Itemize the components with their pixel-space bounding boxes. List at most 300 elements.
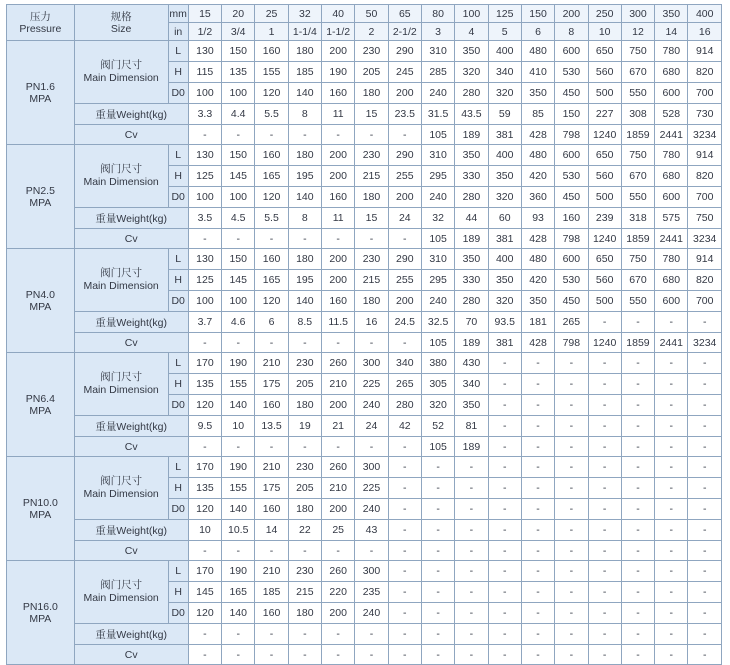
cv-value: -: [222, 125, 255, 145]
dimension-value: -: [488, 561, 521, 582]
main-dimension-cn: 阀门尺寸: [100, 579, 143, 591]
dimension-value: -: [455, 582, 488, 603]
weight-value: -: [555, 416, 588, 437]
dimension-value: 400: [488, 145, 521, 166]
dimension-value: 115: [188, 62, 221, 83]
weight-value: 15: [355, 104, 388, 125]
dimension-value: 780: [655, 249, 688, 270]
weight-value: -: [688, 520, 722, 541]
dimension-value: 650: [588, 145, 621, 166]
cv-value: -: [355, 125, 388, 145]
pressure-unit: MPA: [29, 300, 52, 313]
size-in-cell: 2: [355, 23, 388, 41]
weight-value: -: [588, 520, 621, 541]
dimension-value: 330: [455, 270, 488, 291]
dimension-value: 360: [521, 187, 554, 208]
dimension-value: -: [521, 457, 554, 478]
dimension-value: 130: [188, 249, 221, 270]
dimension-value: -: [621, 561, 654, 582]
main-dimension-en: Main Dimension: [83, 488, 159, 500]
cv-value: 1859: [621, 229, 654, 249]
dimension-value: -: [621, 457, 654, 478]
size-in-cell: 8: [555, 23, 588, 41]
weight-value: 43: [355, 520, 388, 541]
weight-label: 重量Weight(kg): [74, 208, 188, 229]
dimension-value: -: [555, 561, 588, 582]
dimension-value: 140: [222, 603, 255, 624]
dimension-value: 550: [621, 187, 654, 208]
size-in-cell: 12: [621, 23, 654, 41]
dimension-value: 180: [288, 499, 321, 520]
dimension-value: 240: [355, 603, 388, 624]
dimension-value: 340: [488, 62, 521, 83]
pressure-value: PN1.6: [25, 80, 55, 93]
dimension-value: -: [388, 457, 421, 478]
dimension-value: -: [588, 561, 621, 582]
cv-value: 105: [421, 229, 454, 249]
weight-value: -: [488, 520, 521, 541]
dimension-value: -: [655, 582, 688, 603]
dimension-value: 195: [288, 270, 321, 291]
dimension-value: -: [688, 374, 722, 395]
size-mm-cell: 350: [655, 5, 688, 23]
dimension-h-label: H: [168, 166, 188, 187]
weight-value: -: [621, 312, 654, 333]
cv-value: 189: [455, 125, 488, 145]
dimension-value: 780: [655, 41, 688, 62]
weight-value: 4.6: [222, 312, 255, 333]
dimension-value: 820: [688, 62, 722, 83]
size-mm-cell: 40: [322, 5, 355, 23]
dimension-value: -: [555, 457, 588, 478]
dimension-value: -: [688, 395, 722, 416]
dimension-value: 700: [688, 83, 722, 104]
weight-value: 3.3: [188, 104, 221, 125]
dimension-value: 155: [255, 62, 288, 83]
dimension-value: -: [455, 603, 488, 624]
weight-value: 22: [288, 520, 321, 541]
cv-value: 1240: [588, 229, 621, 249]
dimension-value: -: [588, 395, 621, 416]
dimension-value: 200: [322, 499, 355, 520]
cv-value: -: [455, 541, 488, 561]
dimension-value: 120: [188, 395, 221, 416]
dimension-value: 255: [388, 270, 421, 291]
dimension-value: -: [521, 478, 554, 499]
dimension-value: 210: [255, 457, 288, 478]
dimension-value: 245: [388, 62, 421, 83]
pressure-class-label: [7, 145, 75, 249]
cv-value: -: [322, 333, 355, 353]
dimension-h-label: H: [168, 582, 188, 603]
weight-value: -: [222, 624, 255, 645]
cv-value: -: [355, 541, 388, 561]
group-0-row-cv: [7, 125, 722, 145]
weight-value: 227: [588, 104, 621, 125]
dimension-value: 295: [421, 270, 454, 291]
dimension-value: 914: [688, 249, 722, 270]
dimension-value: 230: [355, 249, 388, 270]
group-0-row-weight: [7, 104, 722, 125]
dimension-value: 125: [188, 270, 221, 291]
cv-value: 105: [421, 125, 454, 145]
dimension-value: 450: [555, 291, 588, 312]
cv-label: Cv: [74, 541, 188, 561]
cv-value: -: [188, 541, 221, 561]
size-mm-cell: 300: [621, 5, 654, 23]
dimension-value: 350: [455, 145, 488, 166]
weight-value: 8.5: [288, 312, 321, 333]
dimension-value: 200: [388, 83, 421, 104]
group-2-row-weight: [7, 312, 722, 333]
dimension-value: 160: [255, 41, 288, 62]
dimension-value: -: [488, 353, 521, 374]
cv-value: -: [388, 333, 421, 353]
dimension-value: 160: [255, 249, 288, 270]
pressure-unit: MPA: [29, 196, 52, 209]
dimension-d0-label: D0: [168, 291, 188, 312]
weight-value: -: [621, 416, 654, 437]
cv-value: 1240: [588, 333, 621, 353]
cv-value: -: [655, 437, 688, 457]
dimension-value: -: [555, 582, 588, 603]
dimension-value: 340: [388, 353, 421, 374]
dimension-value: 350: [455, 41, 488, 62]
dimension-value: -: [655, 353, 688, 374]
cv-label: Cv: [74, 125, 188, 145]
weight-value: 265: [555, 312, 588, 333]
dimension-value: 350: [521, 83, 554, 104]
size-header-en: Size: [110, 22, 132, 35]
size-mm-cell: 80: [421, 5, 454, 23]
group-5-row-weight: [7, 624, 722, 645]
dimension-value: 130: [188, 145, 221, 166]
cv-value: -: [621, 437, 654, 457]
group-4-row-weight: [7, 520, 722, 541]
main-dimension-cn: 阀门尺寸: [100, 371, 143, 383]
cv-label: Cv: [74, 229, 188, 249]
group-4-row-l: [7, 457, 722, 478]
main-dimension-cn: 阀门尺寸: [100, 163, 143, 175]
dimension-h-label: H: [168, 374, 188, 395]
dimension-value: -: [655, 395, 688, 416]
dimension-value: 340: [455, 374, 488, 395]
dimension-value: 165: [255, 166, 288, 187]
dimension-value: -: [455, 561, 488, 582]
dimension-value: 600: [555, 249, 588, 270]
group-3-row-cv: [7, 437, 722, 457]
cv-value: -: [222, 229, 255, 249]
cv-value: -: [188, 645, 221, 665]
dimension-value: 190: [222, 353, 255, 374]
weight-value: 160: [555, 208, 588, 229]
dimension-value: -: [621, 582, 654, 603]
dimension-value: -: [688, 478, 722, 499]
pressure-value: PN16.0: [22, 600, 58, 613]
weight-value: 70: [455, 312, 488, 333]
cv-value: -: [222, 437, 255, 457]
dimension-l-label: L: [168, 353, 188, 374]
cv-value: -: [322, 437, 355, 457]
weight-value: 5.5: [255, 104, 288, 125]
size-mm-cell: 400: [688, 5, 722, 23]
dimension-value: 320: [488, 83, 521, 104]
dimension-l-label: L: [168, 457, 188, 478]
weight-value: -: [588, 416, 621, 437]
cv-value: -: [588, 645, 621, 665]
dimension-value: 205: [355, 62, 388, 83]
cv-value: -: [555, 541, 588, 561]
dimension-value: 140: [288, 187, 321, 208]
dimension-value: 600: [655, 187, 688, 208]
dimension-value: -: [688, 499, 722, 520]
weight-value: -: [188, 624, 221, 645]
cv-value: -: [255, 645, 288, 665]
main-dimension-en: Main Dimension: [83, 592, 159, 604]
dimension-value: 560: [588, 62, 621, 83]
cv-value: -: [655, 645, 688, 665]
weight-value: -: [388, 624, 421, 645]
dimension-value: 150: [222, 41, 255, 62]
cv-value: 381: [488, 333, 521, 353]
dimension-value: -: [588, 582, 621, 603]
dimension-value: 280: [455, 187, 488, 208]
dimension-value: -: [488, 374, 521, 395]
cv-value: -: [388, 125, 421, 145]
dimension-value: 195: [288, 166, 321, 187]
dimension-value: -: [421, 457, 454, 478]
cv-value: -: [355, 437, 388, 457]
size-header: [74, 5, 168, 41]
cv-value: -: [288, 333, 321, 353]
dimension-value: -: [421, 499, 454, 520]
cv-value: -: [322, 645, 355, 665]
dimension-value: 450: [555, 187, 588, 208]
weight-value: 52: [421, 416, 454, 437]
weight-value: 11.5: [322, 312, 355, 333]
header-row-mm: [7, 5, 722, 23]
weight-label: 重量Weight(kg): [74, 520, 188, 541]
dimension-value: 550: [621, 83, 654, 104]
cv-value: 428: [521, 125, 554, 145]
dimension-value: -: [688, 561, 722, 582]
dimension-value: 215: [355, 166, 388, 187]
cv-value: -: [488, 437, 521, 457]
cv-value: 798: [555, 125, 588, 145]
cv-value: -: [355, 229, 388, 249]
dimension-l-label: L: [168, 145, 188, 166]
dimension-value: 180: [288, 249, 321, 270]
weight-value: -: [521, 624, 554, 645]
size-mm-cell: 65: [388, 5, 421, 23]
dimension-value: -: [688, 603, 722, 624]
weight-value: 24: [355, 416, 388, 437]
dimension-value: 310: [421, 41, 454, 62]
cv-value: -: [355, 333, 388, 353]
dimension-value: -: [555, 499, 588, 520]
dimension-value: 210: [255, 561, 288, 582]
dimension-value: 190: [322, 62, 355, 83]
cv-value: -: [388, 437, 421, 457]
dimension-value: 120: [255, 187, 288, 208]
dimension-value: -: [621, 478, 654, 499]
weight-value: 24.5: [388, 312, 421, 333]
dimension-value: 120: [188, 499, 221, 520]
dimension-value: 260: [322, 561, 355, 582]
weight-value: 730: [688, 104, 722, 125]
cv-value: 1859: [621, 125, 654, 145]
dimension-value: -: [655, 561, 688, 582]
cv-value: 189: [455, 229, 488, 249]
dimension-value: 680: [655, 62, 688, 83]
dimension-value: 170: [188, 353, 221, 374]
group-1-row-weight: [7, 208, 722, 229]
dimension-value: 700: [688, 187, 722, 208]
cv-value: -: [421, 645, 454, 665]
pressure-header-cn: 压力: [29, 10, 51, 23]
dimension-value: 300: [355, 457, 388, 478]
dimension-value: 120: [255, 291, 288, 312]
weight-value: -: [322, 624, 355, 645]
cv-value: -: [188, 333, 221, 353]
main-dimension-label: [74, 457, 168, 520]
dimension-value: 170: [188, 561, 221, 582]
dimension-value: 160: [255, 499, 288, 520]
dimension-value: 230: [288, 353, 321, 374]
dimension-value: 300: [355, 561, 388, 582]
dimension-value: 670: [621, 62, 654, 83]
size-in-cell: 1-1/4: [288, 23, 321, 41]
dimension-value: 160: [322, 187, 355, 208]
weight-value: 21: [322, 416, 355, 437]
dimension-value: -: [588, 603, 621, 624]
weight-value: 11: [322, 104, 355, 125]
dimension-value: 550: [621, 291, 654, 312]
dimension-value: 480: [521, 41, 554, 62]
weight-label: 重量Weight(kg): [74, 312, 188, 333]
dimension-value: 265: [388, 374, 421, 395]
weight-value: 181: [521, 312, 554, 333]
dimension-value: 350: [455, 249, 488, 270]
size-mm-cell: 150: [521, 5, 554, 23]
group-1-row-l: [7, 145, 722, 166]
weight-value: -: [655, 312, 688, 333]
group-5-row-cv: [7, 645, 722, 665]
dimension-value: 560: [588, 270, 621, 291]
dimension-value: 410: [521, 62, 554, 83]
dimension-value: 175: [255, 374, 288, 395]
dimension-value: -: [521, 582, 554, 603]
dimension-value: 480: [521, 145, 554, 166]
dimension-value: 180: [288, 41, 321, 62]
cv-value: -: [688, 645, 722, 665]
dimension-value: -: [621, 353, 654, 374]
dimension-value: 680: [655, 270, 688, 291]
dimension-value: 295: [421, 166, 454, 187]
weight-value: -: [521, 416, 554, 437]
cv-value: -: [521, 437, 554, 457]
size-in-cell: 1-1/2: [322, 23, 355, 41]
main-dimension-label: [74, 41, 168, 104]
dimension-value: 200: [322, 270, 355, 291]
dimension-value: 160: [255, 395, 288, 416]
dimension-value: 160: [322, 83, 355, 104]
dimension-value: 135: [188, 478, 221, 499]
weight-value: 318: [621, 208, 654, 229]
size-in-cell: 10: [588, 23, 621, 41]
weight-value: 24: [388, 208, 421, 229]
dimension-d0-label: D0: [168, 499, 188, 520]
dimension-value: 200: [322, 145, 355, 166]
dimension-value: -: [488, 603, 521, 624]
dimension-value: 230: [288, 561, 321, 582]
cv-value: -: [255, 229, 288, 249]
dimension-value: 180: [355, 187, 388, 208]
dimension-d0-label: D0: [168, 83, 188, 104]
cv-value: -: [255, 541, 288, 561]
cv-value: 428: [521, 229, 554, 249]
main-dimension-en: Main Dimension: [83, 280, 159, 292]
cv-value: -: [255, 437, 288, 457]
dimension-value: 100: [188, 83, 221, 104]
cv-value: -: [388, 541, 421, 561]
dimension-value: 230: [355, 41, 388, 62]
size-mm-cell: 200: [555, 5, 588, 23]
dimension-value: 140: [288, 83, 321, 104]
dimension-value: 420: [521, 270, 554, 291]
cv-value: -: [388, 229, 421, 249]
weight-value: -: [421, 520, 454, 541]
dimension-value: 600: [555, 145, 588, 166]
dimension-value: 120: [188, 603, 221, 624]
dimension-value: 240: [421, 187, 454, 208]
weight-value: -: [555, 520, 588, 541]
size-mm-cell: 15: [188, 5, 221, 23]
dimension-value: 140: [222, 499, 255, 520]
dimension-value: 560: [588, 166, 621, 187]
dimension-value: -: [521, 603, 554, 624]
size-in-cell: 4: [455, 23, 488, 41]
weight-value: 5.5: [255, 208, 288, 229]
size-in-cell: 1/2: [188, 23, 221, 41]
dimension-value: 220: [322, 582, 355, 603]
cv-value: 105: [421, 333, 454, 353]
dimension-value: 600: [555, 41, 588, 62]
weight-value: 575: [655, 208, 688, 229]
dimension-value: 530: [555, 166, 588, 187]
cv-value: -: [322, 541, 355, 561]
weight-value: -: [688, 312, 722, 333]
dimension-value: 310: [421, 145, 454, 166]
weight-value: -: [588, 312, 621, 333]
pressure-header-en: Pressure: [19, 22, 62, 35]
dimension-value: -: [655, 374, 688, 395]
weight-value: 59: [488, 104, 521, 125]
cv-value: -: [188, 125, 221, 145]
dimension-value: 185: [255, 582, 288, 603]
dimension-value: -: [688, 353, 722, 374]
main-dimension-en: Main Dimension: [83, 72, 159, 84]
cv-value: -: [322, 229, 355, 249]
dimension-value: 145: [222, 270, 255, 291]
size-mm-cell: 25: [255, 5, 288, 23]
weight-value: -: [655, 624, 688, 645]
group-4-row-cv: [7, 541, 722, 561]
weight-value: 32: [421, 208, 454, 229]
dimension-value: 135: [188, 374, 221, 395]
weight-value: 308: [621, 104, 654, 125]
dimension-value: 100: [188, 291, 221, 312]
